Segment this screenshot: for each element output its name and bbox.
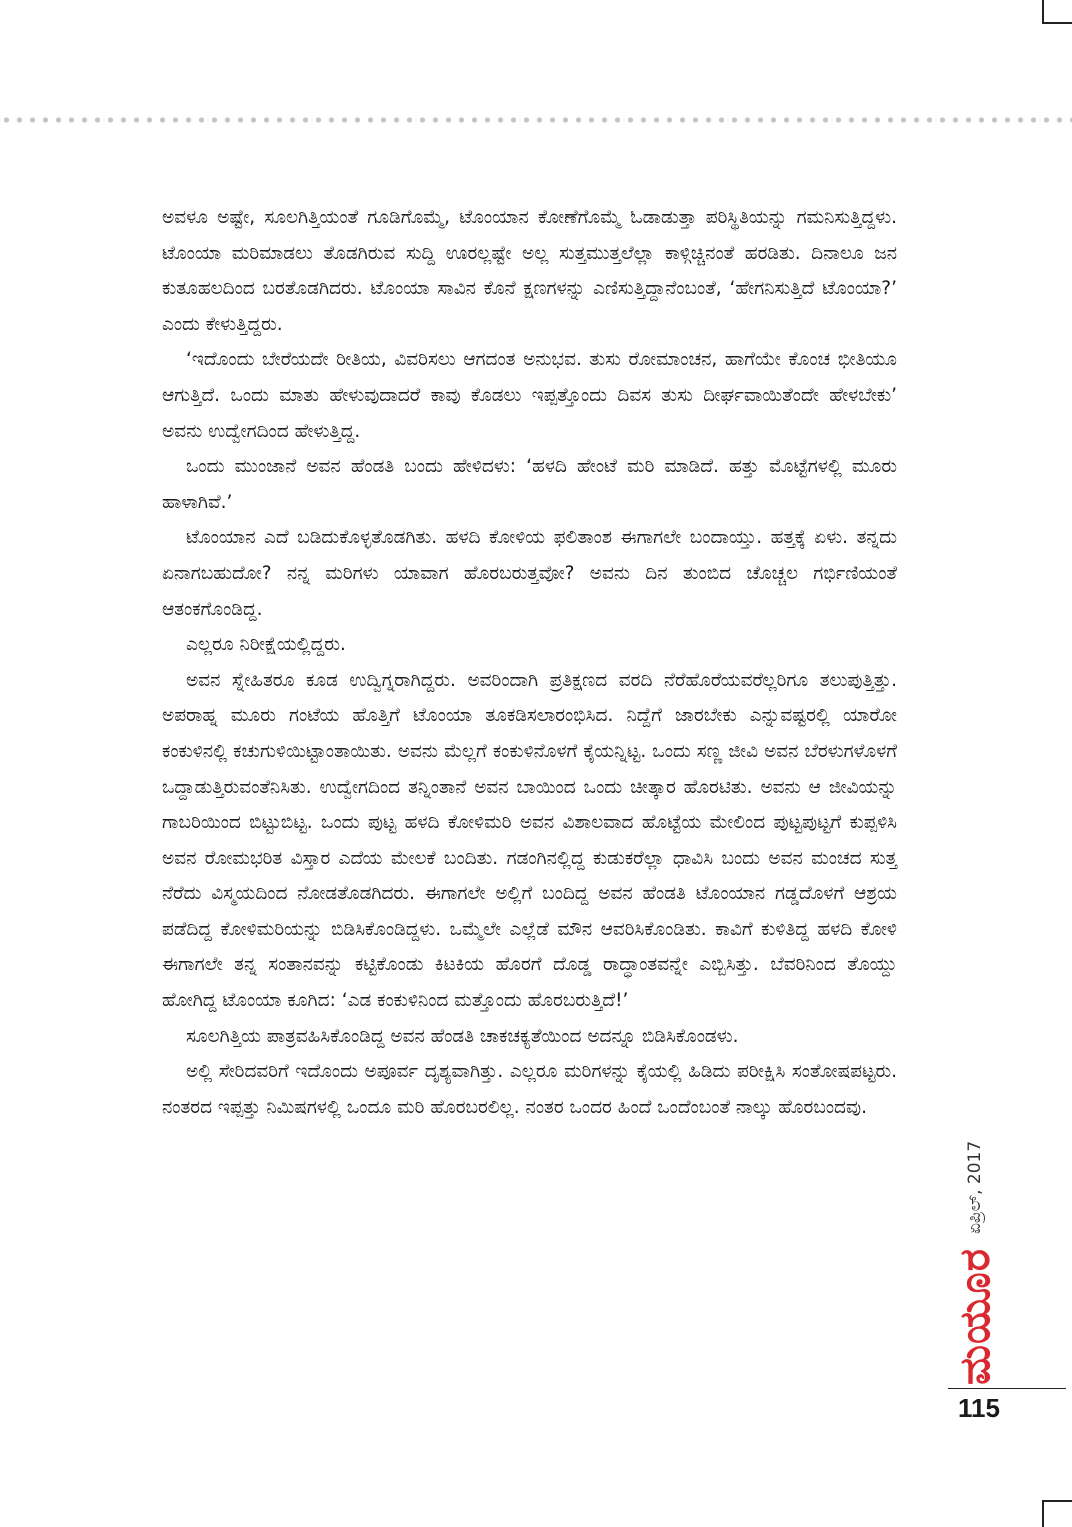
paragraph: ಅವನ ಸ್ನೇಹಿತರೂ ಕೂಡ ಉದ್ವಿಗ್ನರಾಗಿದ್ದರು. ಅವರಿಂದಾಗಿ ಪ್ರತಿಕ್ಷಣದ ವರದಿ ನೆರೆಹೊರೆಯವರೆಲ್ಲರಿಗೂ ತಲುಪುತ್ತಿತ್ತು. ಅಪರಾಹ್ನ ಮೂರು ಗಂಟೆಯ ಹೊತ್ತಿಗೆ ಟೊಂಯಾ ತೂಕಡಿಸಲಾರಂಭಿಸಿದ. ನಿದ್ದೆಗೆ ಜಾರಬೇಕು ಎನ್ನುವಷ್ಟರಲ್ಲಿ ಯಾರೋ ಕಂಕುಳಿನಲ್ಲಿ ಕಚುಗುಳಿಯಿಟ್ಟಾಂತಾಯಿತು. ಅವನು ಮೆಲ್ಲಗೆ ಕಂಕುಳಿನೊಳಗೆ ಕೈಯನ್ನಿಟ್ಟ. ಒಂದು ಸಣ್ಣ ಜೀವಿ ಅವನ ಬೆರಳುಗಳೊಳಗೆ ಒದ್ದಾಡುತ್ತಿರುವಂತೆನಿಸಿತು. ಉದ್ವೇಗದಿಂದ ತನ್ನಿಂತಾನೆ ಅವನ ಬಾಯಿಂದ ಒಂದು ಚೀತ್ಕಾರ ಹೊರಟಿತು. ಅವನು ಆ ಜೀವಿಯನ್ನು ಗಾಬರಿಯಿಂದ ಬಿಟ್ಟುಬಿಟ್ಟ. ಒಂದು ಪುಟ್ಟ ಹಳದಿ ಕೋಳಿಮರಿ ಅವನ ವಿಶಾಲವಾದ ಹೊಟ್ಟೆಯ ಮೇಲಿಂದ ಪುಟ್ಟಪುಟ್ಟಗೆ ಕುಪ್ಪಳಿಸಿ ಅವನ ರೋಮಭರಿತ ವಿಸ್ತಾರ ಎದೆಯ ಮೇಲಕೆ ಬಂದಿತು. ಗಡಂಗಿನಲ್ಲಿದ್ದ ಕುಡುಕರೆಲ್ಲಾ ಧಾವಿಸಿ ಬಂದು ಅವನ ಮಂಚದ ಸುತ್ತ ನೆರೆದು ವಿಸ್ಮಯದಿಂದ ನೋಡತೊಡಗಿದರು. ಈಗಾಗಲೇ ಅಲ್ಲಿಗೆ ಬಂದಿದ್ದ ಅವನ ಹೆಂಡತಿ ಟೊಂಯಾನ ಗಡ್ಡದೊಳಗೆ ಆಶ್ರಯ ಪಡೆದಿದ್ದ ಕೋಳಿಮರಿಯನ್ನು ಬಿಡಿಸಿಕೊಂಡಿದ್ದಳು. ಒಮ್ಮೆಲೇ ಎಲ್ಲೆಡೆ ಮೌನ ಆವರಿಸಿಕೊಂಡಿತು. ಕಾವಿಗೆ ಕುಳಿತಿದ್ದ ಹಳದಿ ಕೋಳಿ ಈಗಾಗಲೇ ತನ್ನ ಸಂತಾನವನ್ನು ಕಟ್ಟಿಕೊಂಡು ಕಿಟಕಿಯ ಹೊರಗೆ ದೊಡ್ಡ ರಾದ್ಧಾಂತವನ್ನೇ ಎಬ್ಬಿಸಿತ್ತು. ಬೆವರಿನಿಂದ ತೊಯ್ದು ಹೋಗಿದ್ದ ಟೊಂಯಾ ಕೂಗಿದ: ‘ಎಡ ಕಂಕುಳಿನಿಂದ ಮತ್ತೊಂದು ಹೊರಬರುತ್ತಿದೆ!’ (162, 669, 897, 1012)
crop-mark-top (1042, 0, 1072, 24)
paragraph: ಟೊಂಯಾನ ಎದೆ ಬಡಿದುಕೊಳ್ಳತೊಡಗಿತು. ಹಳದಿ ಕೋಳಿಯ ಫಲಿತಾಂಶ ಈಗಾಗಲೇ ಬಂದಾಯ್ತು. ಹತ್ತಕ್ಕೆ ಏಳು. ತನ್ನದು ಏನಾಗಬಹುದೋ? ನನ್ನ ಮರಿಗಳು ಯಾವಾಗ ಹೊರಬರುತ್ತವೋ? ಅವನು ದಿನ ತುಂಬಿದ ಚೊಚ್ಚಲ ಗರ್ಭಿಣಿಯಂತೆ ಆತಂಕಗೊಂಡಿದ್ದ. (162, 527, 897, 620)
dotted-header-rule (0, 117, 1072, 123)
paragraph: ಸೂಲಗಿತ್ತಿಯ ಪಾತ್ರವಹಿಸಿಕೊಂಡಿದ್ದ ಅವನ ಹೆಂಡತಿ ಚಾಕಚಕ್ಯತೆಯಿಂದ ಅದನ್ನೂ ಬಿಡಿಸಿಕೊಂಡಳು. (186, 1025, 739, 1047)
paragraph: ಅಲ್ಲಿ ಸೇರಿದವರಿಗೆ ಇದೊಂದು ಅಪೂರ್ವ ದೃಶ್ಯವಾಗಿತ್ತು. ಎಲ್ಲರೂ ಮರಿಗಳನ್ನು ಕೈಯಲ್ಲಿ ಹಿಡಿದು ಪರೀಕ್ಷಿಸಿ ಸಂತೋಷಪಟ್ಟರು. ನಂತರದ ಇಪ್ಪತ್ತು ನಿಮಿಷಗಳಲ್ಲಿ ಒಂದೂ ಮರಿ ಹೊರಬರಲಿಲ್ಲ. ನಂತರ ಒಂದರ ಹಿಂದೆ ಒಂದೆಂಬಂತೆ ನಾಲ್ಕು ಹೊರಬಂದವು. (162, 1061, 897, 1118)
paragraph: ‘ಇದೊಂದು ಬೇರೆಯದೇ ರೀತಿಯ, ವಿವರಿಸಲು ಆಗದಂತ ಅನುಭವ. ತುಸು ರೋಮಾಂಚನ, ಹಾಗೆಯೇ ಕೊಂಚ ಭೀತಿಯೂ ಆಗುತ್ತಿದೆ. ಒಂದು ಮಾತು ಹೇಳುವುದಾದರೆ ಕಾವು ಕೊಡಲು ಇಪ್ಪತ್ತೊಂದು ದಿವಸ ತುಸು ದೀರ್ಘವಾಯಿತೆಂದೇ ಹೇಳಬೇಕು’ ಅವನು ಉದ್ವೇಗದಿಂದ ಹೇಳುತ್ತಿದ್ದ. (162, 349, 897, 442)
paragraph: ಒಂದು ಮುಂಜಾನೆ ಅವನ ಹೆಂಡತಿ ಬಂದು ಹೇಳಿದಳು: ‘ಹಳದಿ ಹೇಂಟೆ ಮರಿ ಮಾಡಿದೆ. ಹತ್ತು ಮೊಟ್ಟೆಗಳಲ್ಲಿ ಮೂರು ಹಾಳಾಗಿವೆ.’ (162, 456, 897, 513)
page-number: 115 (958, 1393, 1000, 1423)
magazine-side-label (950, 1141, 1000, 1385)
magazine-logo: ಮಯೂರ (950, 1248, 999, 1385)
folio-rule (948, 1388, 1066, 1389)
issue-date: ಏಪ್ರಿಲ್, 2017 (965, 1140, 985, 1235)
article-body (162, 200, 897, 1125)
paragraph: ಎಲ್ಲರೂ ನಿರೀಕ್ಷೆಯಲ್ಲಿದ್ದರು. (186, 634, 346, 656)
paragraph: ಅವಳೂ ಅಷ್ಟೇ, ಸೂಲಗಿತ್ತಿಯಂತೆ ಗೂಡಿಗೊಮ್ಮೆ, ಟೊಂಯಾನ ಕೋಣೆಗೊಮ್ಮೆ ಓಡಾಡುತ್ತಾ ಪರಿಸ್ಥಿತಿಯನ್ನು ಗಮನಿಸುತ್ತಿದ್ದಳು. ಟೊಂಯಾ ಮರಿಮಾಡಲು ತೊಡಗಿರುವ ಸುದ್ದಿ ಊರಲ್ಲಷ್ಟೇ ಅಲ್ಲ ಸುತ್ತಮುತ್ತಲೆಲ್ಲಾ ಕಾಳ್ಗಿಚ್ಚಿನಂತೆ ಹರಡಿತು. ದಿನಾಲೂ ಜನ ಕುತೂಹಲದಿಂದ ಬರತೊಡಗಿದರು. ಟೊಂಯಾ ಸಾವಿನ ಕೊನೆ ಕ್ಷಣಗಳನ್ನು ಎಣಿಸುತ್ತಿದ್ದಾನೆಂಬಂತೆ, ‘ಹೇಗನಿಸುತ್ತಿದೆ ಟೊಂಯಾ?’ ಎಂದು ಕೇಳುತ್ತಿದ್ದರು. (162, 207, 897, 335)
crop-mark-bottom (1042, 1500, 1072, 1527)
